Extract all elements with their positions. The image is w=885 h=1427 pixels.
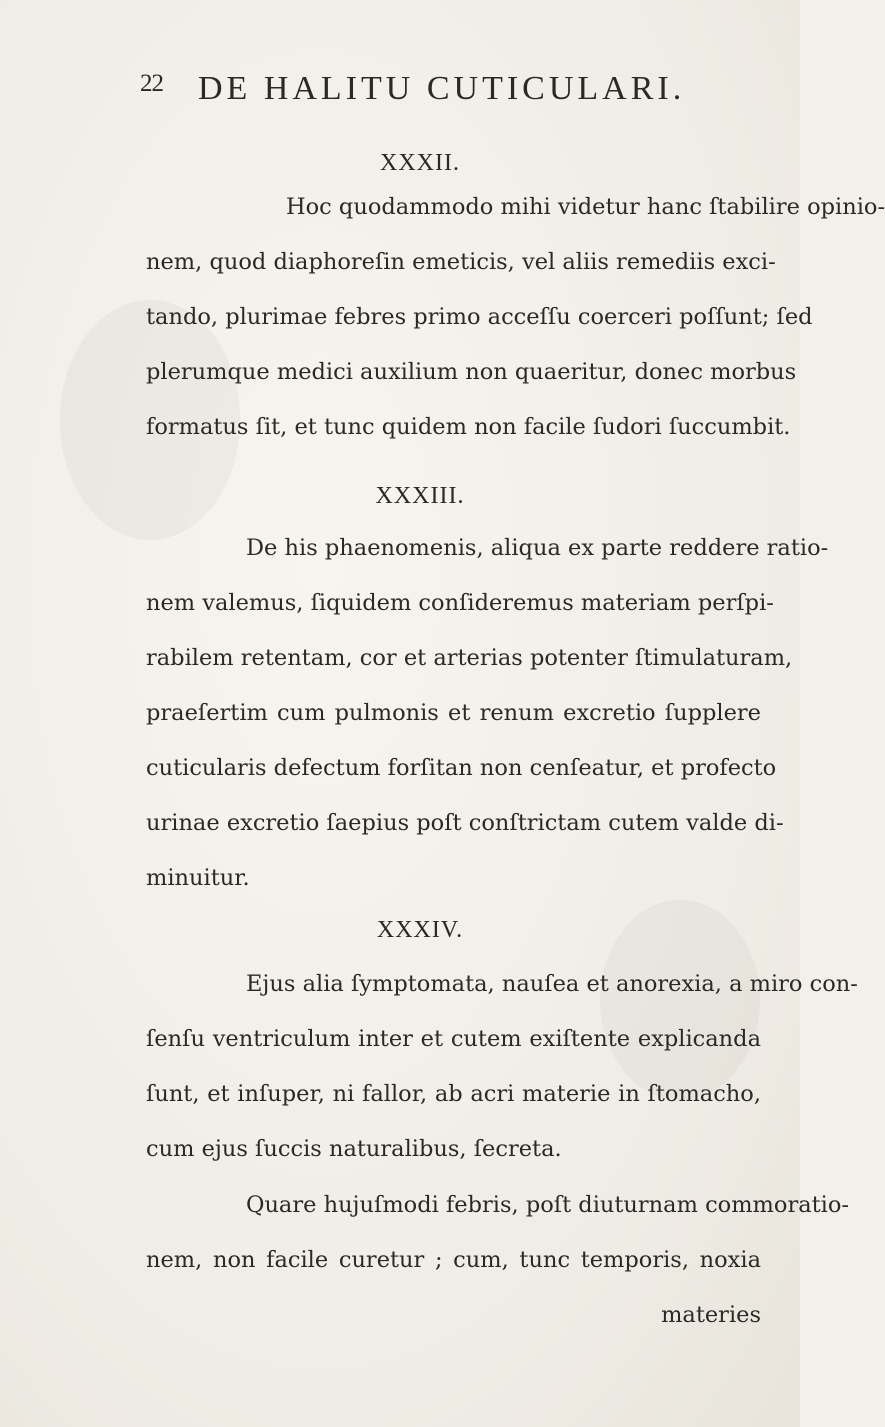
paragraph-xxxiv <box>146 957 858 1177</box>
paragraph-xxxii <box>146 180 885 455</box>
section-heading-xxxii: XXXII. <box>380 150 460 176</box>
text-line: cum ejus ſuccis naturalibus, ſecreta. <box>146 1136 562 1162</box>
text-line: nem, quod diaphoreſin emeticis, vel aliis remediis exci- <box>146 249 776 275</box>
text-line: plerumque medici auxilium non quaeritur, donec morbus <box>146 359 797 385</box>
text-line: minuitur. <box>146 865 250 891</box>
text-line: nem, non facile curetur ; cum, tunc temporis, noxia <box>146 1247 761 1273</box>
text-line: rabilem retentam, cor et arterias potenter ſtimulaturam, <box>146 645 793 671</box>
text-line: ſunt, et inſuper, ni fallor, ab acri materie in ſtomacho, <box>146 1081 761 1107</box>
text-line: praeſertim cum pulmonis et renum excretio ſupplere <box>146 700 761 726</box>
text-line: Quare hujuſmodi febris, poſt diuturnam commoratio- <box>246 1192 849 1218</box>
text-line: tando, plurimae febres primo acceſſu coerceri poſſunt; ſed <box>146 304 813 330</box>
text-line: Hoc quodammodo mihi videtur hanc ſtabilire opinio- <box>286 194 885 220</box>
catchword: materies <box>661 1302 761 1328</box>
text-line: nem valemus, ſiquidem conſideremus materiam perſpi- <box>146 590 774 616</box>
page-number: 22 <box>140 70 163 97</box>
paragraph-quare <box>146 1178 849 1343</box>
text-line: ſenſu ventriculum inter et cutem exiſtente explicanda <box>146 1026 761 1052</box>
text-line: De his phaenomenis, aliqua ex parte reddere ratio- <box>246 535 829 561</box>
paragraph-xxxiii <box>146 521 829 906</box>
section-heading-xxxiv: XXXIV. <box>376 917 464 943</box>
text-line: cuticularis defectum forſitan non cenſeatur, et profecto <box>146 755 777 781</box>
text-line: Ejus alia ſymptomata, nauſea et anorexia, a miro con- <box>246 971 858 997</box>
running-head: DE HALITU CUTICULARI. <box>198 70 686 107</box>
section-heading-xxxiii: XXXIII. <box>375 483 465 509</box>
page-header <box>140 70 760 120</box>
text-line: formatus ſit, et tunc quidem non facile ſudori ſuccumbit. <box>146 414 791 440</box>
text-line: urinae excretio ſaepius poſt conſtrictam cutem valde di- <box>146 810 784 836</box>
